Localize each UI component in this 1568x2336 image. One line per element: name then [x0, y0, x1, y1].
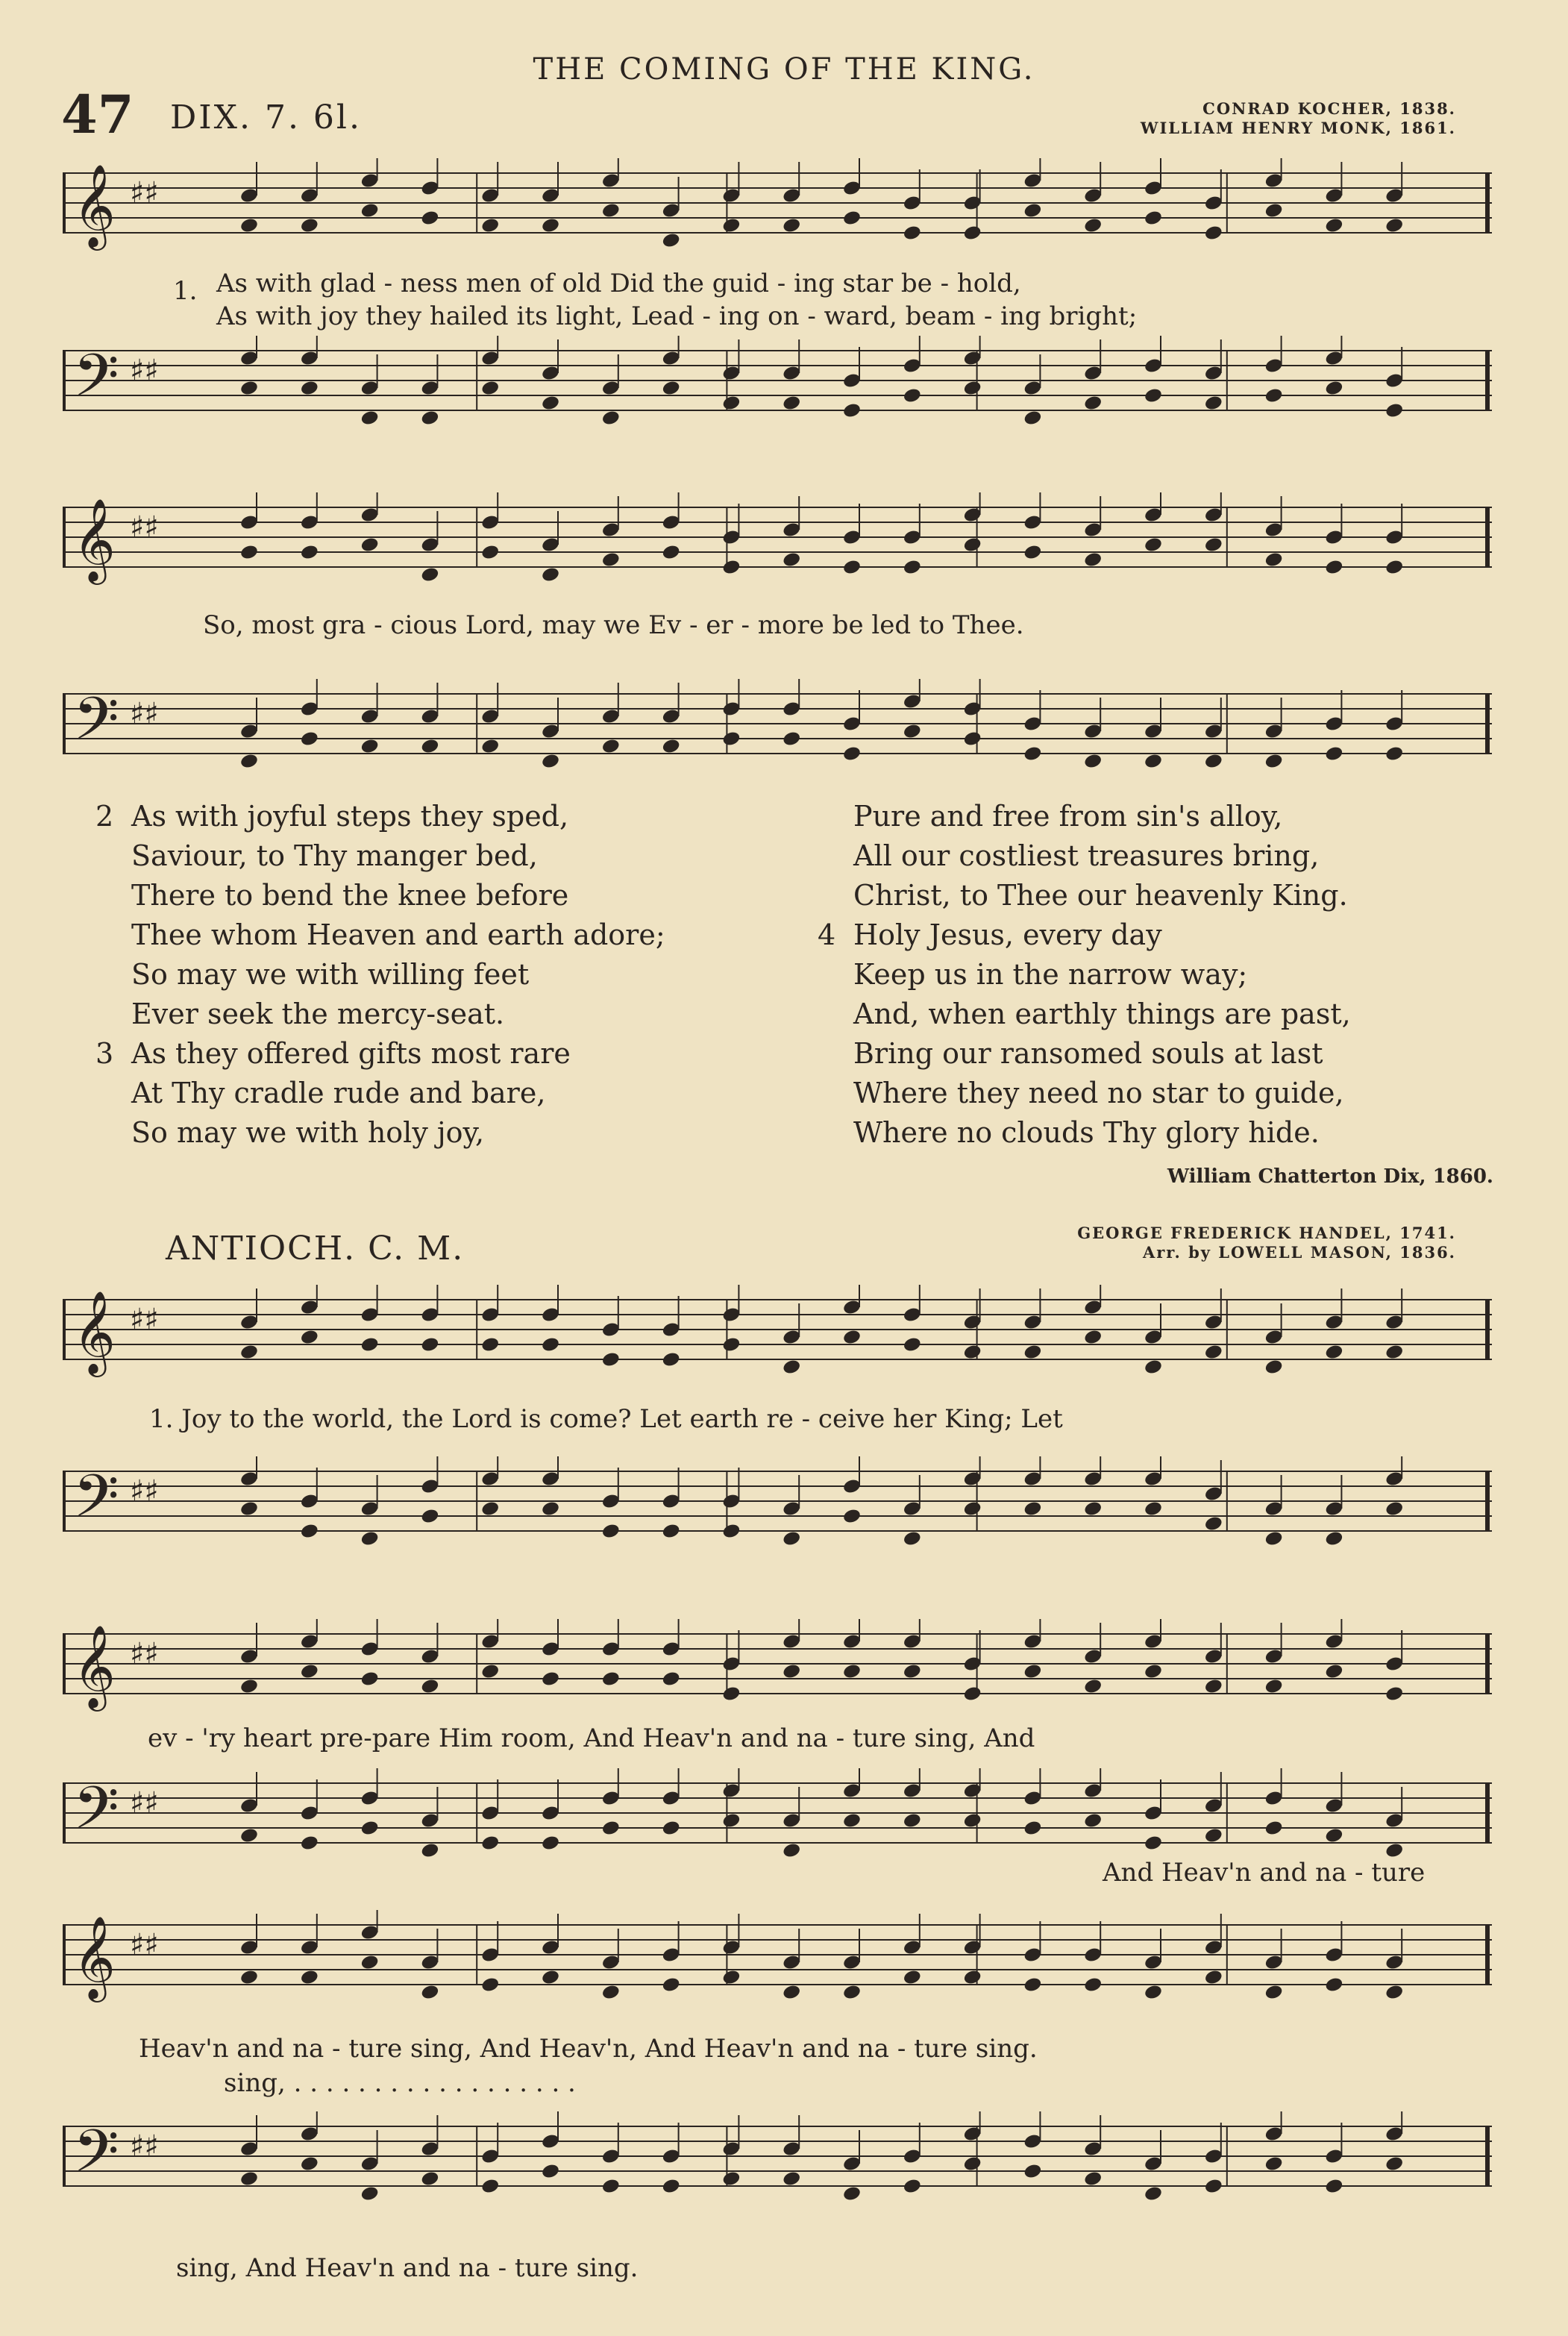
- svg-text:𝄞: 𝄞: [73, 163, 116, 247]
- verse-column-right: [818, 797, 1351, 1153]
- treble-staff: [63, 1619, 1492, 1716]
- svg-text:𝄞: 𝄞: [73, 1915, 116, 1999]
- running-title: THE COMING OF THE KING.: [533, 52, 1035, 87]
- svg-text:♯♯: ♯♯: [130, 176, 159, 210]
- verse-label: 1.: [173, 276, 198, 306]
- composer-credit-dix: [1141, 99, 1456, 138]
- svg-text:♯♯: ♯♯: [130, 354, 159, 388]
- verse-line: Where no clouds Thy glory hide.: [853, 1116, 1320, 1149]
- bass-staff: [63, 679, 1492, 776]
- svg-text:♯♯: ♯♯: [130, 697, 159, 731]
- tune-name-antioch: ANTIOCH. C. M.: [166, 1230, 465, 1268]
- bass-staff: [63, 336, 1492, 433]
- verse-line: Ever seek the mercy-seat.: [131, 998, 505, 1030]
- verse-line: Keep us in the narrow way;: [853, 958, 1248, 991]
- verse-line: So may we with holy joy,: [131, 1116, 485, 1149]
- svg-text:♯♯: ♯♯: [130, 1928, 159, 1962]
- verse-line: Holy Jesus, every day: [853, 918, 1162, 951]
- lyric-line-bass: sing, And Heav'n and na - ture sing.: [176, 2253, 639, 2283]
- svg-text:♯♯: ♯♯: [130, 1474, 159, 1509]
- svg-text:𝄢: 𝄢: [73, 684, 119, 768]
- lyric-line: So, most gra - cious Lord, may we Ev - er - more be led to Thee.: [203, 610, 1024, 640]
- lyric-line-continuation: sing, . . . . . . . . . . . . . . . . . .: [224, 2068, 576, 2098]
- verse-column-left: [95, 797, 665, 1153]
- credit-line: WILLIAM HENRY MONK, 1861.: [1140, 119, 1456, 137]
- verse-line: As they offered gifts most rare: [131, 1037, 571, 1070]
- bass-staff: [63, 1768, 1492, 1865]
- svg-text:𝄢: 𝄢: [73, 1462, 119, 1545]
- svg-text:♯♯: ♯♯: [130, 2129, 159, 2164]
- hymn-number: 47: [61, 84, 134, 145]
- credit-line: CONRAD KOCHER, 1838.: [1202, 99, 1456, 118]
- bass-staff: [63, 1456, 1492, 1553]
- verse-line: At Thy cradle rude and bare,: [131, 1077, 546, 1109]
- treble-staff: [63, 1910, 1492, 2007]
- lyric-line: 1. Joy to the world, the Lord is come? Let earth re - ceive her King; Let: [149, 1404, 1063, 1434]
- lyric-line: Heav'n and na - ture sing, And Heav'n, And Heav'n and na - ture sing.: [139, 2034, 1038, 2064]
- verse-line: There to bend the knee before: [131, 879, 569, 912]
- verse-line: Where they need no star to guide,: [853, 1077, 1344, 1109]
- verse-line: Thee whom Heaven and earth adore;: [131, 918, 665, 951]
- svg-text:♯♯: ♯♯: [130, 1303, 159, 1337]
- verse-line: Bring our ransomed souls at last: [853, 1037, 1323, 1070]
- lyric-line-bass: And Heav'n and na - ture: [1103, 1858, 1426, 1888]
- verse-line: Saviour, to Thy manger bed,: [131, 839, 538, 872]
- svg-text:𝄢: 𝄢: [73, 1773, 119, 1857]
- svg-text:𝄞: 𝄞: [73, 498, 116, 581]
- svg-text:♯♯: ♯♯: [130, 1786, 159, 1820]
- verse-line: Christ, to Thee our heavenly King.: [853, 879, 1348, 912]
- svg-text:𝄢: 𝄢: [73, 341, 119, 425]
- lyric-line: As with glad - ness men of old Did the guid - ing star be - hold,: [216, 269, 1021, 298]
- svg-text:𝄢: 𝄢: [73, 2117, 119, 2200]
- verse-line: And, when earthly things are past,: [853, 998, 1351, 1030]
- svg-text:♯♯: ♯♯: [130, 1637, 159, 1671]
- treble-staff: [63, 1285, 1492, 1382]
- svg-text:♯♯: ♯♯: [130, 510, 159, 545]
- svg-text:𝄞: 𝄞: [73, 1624, 116, 1708]
- verse-line: All our costliest treasures bring,: [853, 839, 1320, 872]
- svg-text:𝄞: 𝄞: [73, 1290, 116, 1374]
- credit-line: GEORGE FREDERICK HANDEL, 1741.: [1077, 1224, 1456, 1242]
- author-attribution: William Chatterton Dix, 1860.: [1167, 1165, 1493, 1188]
- verse-line: So may we with willing feet: [131, 958, 530, 991]
- verse-line: As with joyful steps they sped,: [131, 800, 569, 833]
- lyric-line: As with joy they hailed its light, Lead - ing on - ward, beam - ing bright;: [216, 301, 1138, 331]
- verse-number: 2: [95, 800, 114, 833]
- verse-number: 4: [818, 918, 836, 951]
- credit-line: Arr. by LOWELL MASON, 1836.: [1142, 1243, 1456, 1262]
- bass-staff: [63, 2111, 1492, 2208]
- lyric-line: ev - 'ry heart pre-pare Him room, And Heav'n and na - ture sing, And: [148, 1723, 1035, 1753]
- composer-credit-antioch: [1077, 1224, 1456, 1262]
- tune-name-dix: DIX. 7. 6l.: [170, 98, 362, 137]
- treble-staff: [63, 158, 1492, 255]
- verse-number: 3: [95, 1037, 114, 1070]
- treble-staff: [63, 492, 1492, 589]
- verse-line: Pure and free from sin's alloy,: [853, 800, 1283, 833]
